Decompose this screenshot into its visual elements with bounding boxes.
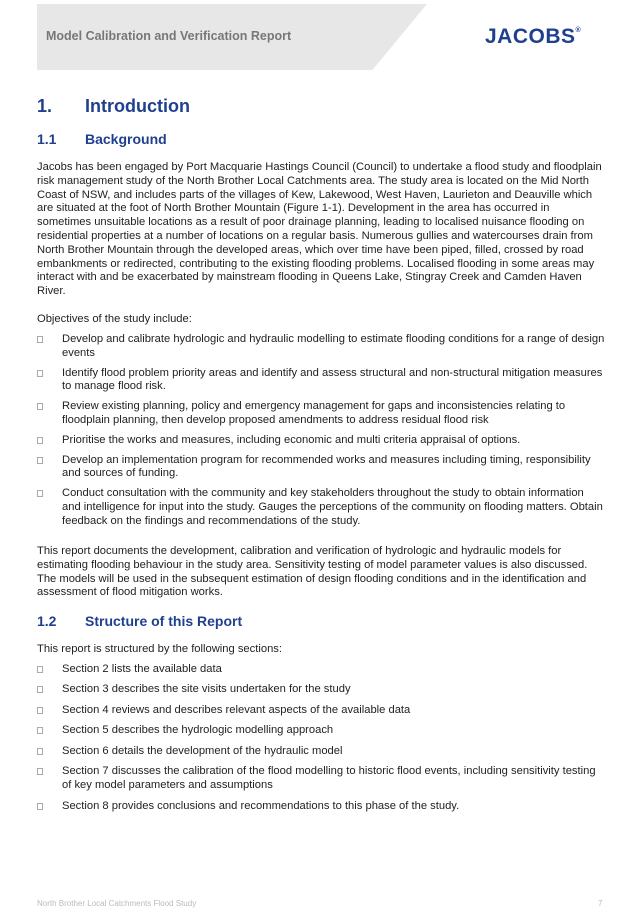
list-item (37, 704, 605, 718)
list-item-text: Develop and calibrate hydrologic and hydraulic modelling to estimate flooding conditions for a range of design events (62, 333, 605, 359)
list-item-text: Section 5 describes the hydrologic modelling approach (62, 724, 334, 737)
list-item (37, 724, 605, 738)
bullet-icon (37, 336, 43, 343)
bullet-icon (37, 457, 43, 464)
bullet-icon (37, 403, 43, 410)
list-item (37, 400, 605, 428)
list-item-text: Review existing planning, policy and emergency management for gaps and inconsistencies relating to floodplain planning, then develop proposed amendments to address residual flood risk (62, 400, 566, 426)
bullet-icon (37, 768, 43, 775)
list-item-text: Section 2 lists the available data (62, 663, 222, 675)
list-item (37, 434, 605, 448)
list-item-text: Section 8 provides conclusions and recommendations to this phase of the study. (62, 799, 460, 812)
objectives-intro: Objectives of the study include: (37, 313, 192, 325)
bullet-icon (37, 437, 43, 444)
footer-document-name: North Brother Local Catchments Flood Study (37, 899, 197, 908)
subsection-title: Structure of this Report (85, 613, 243, 629)
list-item (37, 367, 605, 395)
list-item-text: Section 7 discusses the calibration of the flood modelling to historic flood events, including sensitivity testing of key model parameters and assumptions (62, 765, 596, 792)
list-item (37, 487, 605, 528)
subsection-title: Background (85, 131, 167, 147)
footer-page-number: 7 (598, 899, 603, 908)
report-title: Model Calibration and Verification Report (46, 29, 292, 43)
bullet-icon (37, 727, 43, 734)
closing-paragraph: This report documents the development, calibration and verification of hydrologic and hydraulic models for estimating flooding behaviour in the study area. Sensitivity testing of model parameter values is also discussed. The models will be used in the subsequent estimation of design flooding conditions and in the identification and assessment of flood mitigation works. (37, 545, 588, 599)
list-item-text: Develop an implementation program for recommended works and measures including timing, responsibility and sources of funding. (62, 453, 591, 480)
list-item-text: Section 4 reviews and describes relevant aspects of the available data (62, 703, 411, 716)
bullet-icon (37, 707, 43, 714)
jacobs-logo (485, 25, 581, 49)
bullet-icon (37, 370, 43, 377)
list-item (37, 663, 605, 677)
section-number: 1. (37, 96, 53, 116)
list-item-text: Conduct consultation with the community and key stakeholders throughout the study to obtain information and intelligence for input into the study. Gauges the perceptions of the community on flooding matters. Obtain feedback on the findings and recommendations of the study. (62, 487, 603, 527)
structure-intro: This report is structured by the following sections: (37, 643, 282, 655)
list-item (37, 765, 605, 793)
structure-list (37, 663, 605, 814)
section-title: Introduction (85, 96, 190, 116)
section-1-2-heading (37, 613, 242, 629)
subsection-number: 1.1 (37, 131, 57, 147)
list-item-text: Section 3 describes the site visits undertaken for the study (62, 683, 351, 696)
objectives-list (37, 333, 605, 529)
logo-text: JACOBS (485, 25, 576, 48)
list-item (37, 745, 605, 759)
bullet-icon (37, 748, 43, 755)
bullet-icon (37, 803, 43, 810)
list-item-text: Identify flood problem priority areas and identify and assess structural and non-structural mitigation measures to manage flood risk. (62, 366, 603, 393)
list-item (37, 333, 605, 361)
registered-mark-icon: ® (575, 27, 582, 34)
bullet-icon (37, 490, 43, 497)
list-item-text: Prioritise the works and measures, including economic and multi criteria appraisal of options. (62, 433, 521, 446)
section-1-heading (37, 96, 190, 117)
list-item (37, 683, 605, 697)
list-item (37, 454, 605, 482)
section-1-1-heading (37, 131, 167, 147)
subsection-number: 1.2 (37, 613, 57, 629)
background-paragraph: Jacobs has been engaged by Port Macquarie Hastings Council (Council) to undertake a flood study and floodplain risk management study of the North Brother Local Catchments area. The study area is located on the Mid North Coast of NSW, and includes parts of the villages of Kew, Lakewood, West Haven, Laurieton and Deauville which are situated at the foot of North Brother Mountain (Figure 1-1). Development in the area has occurred in sometimes unsuitable locations as a result of poor drainage planning, leading to localised nuisance flooding on residential properties at a number of locations on a regular basis. Numerous gullies and watercourses drain from North Brother Mountain through the developed areas, which over time have been piped, filled, crossed by road embankments or redirected, contributing to the existing flooding problems. Localised flooding in some areas may interact with and be exacerbated by mainstream flooding in Queens Lake, Stingray Creek and Camden Haven River. (37, 161, 602, 298)
bullet-icon (37, 686, 43, 693)
list-item (37, 800, 605, 814)
bullet-icon (37, 666, 43, 673)
list-item-text: Section 6 details the development of the hydraulic model (62, 744, 343, 757)
